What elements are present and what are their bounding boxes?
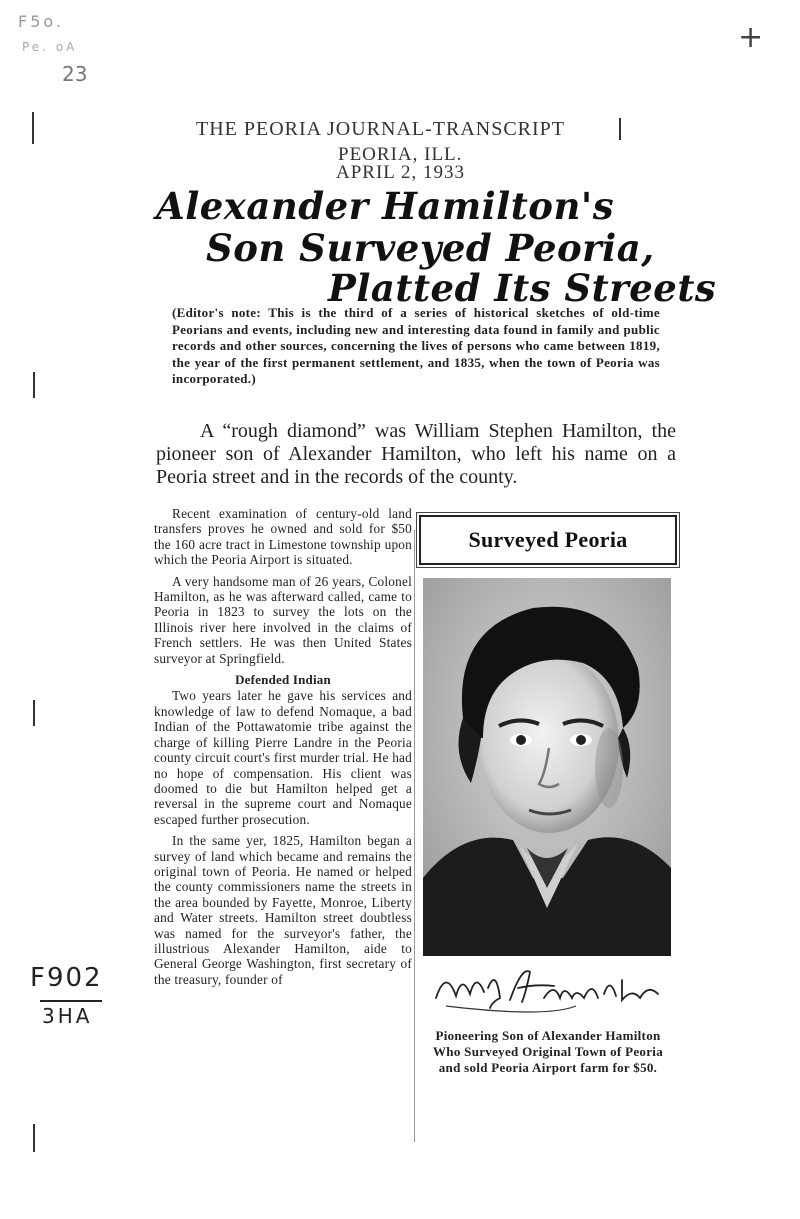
- filing-code-underline: [40, 1000, 102, 1002]
- headline-line-3: Platted Its Streets: [328, 266, 717, 310]
- newspaper-name: THE PEORIA JOURNAL-TRANSCRIPT: [196, 118, 566, 140]
- sidebar-title: Surveyed Peoria: [468, 527, 628, 552]
- signature-image: [426, 958, 670, 1022]
- scan-tick-mark: [33, 700, 35, 726]
- scan-tick-mark: [33, 372, 35, 398]
- article-body-column: [154, 506, 412, 993]
- margin-plus-mark: +: [738, 20, 764, 55]
- margin-note-page-number: 23: [62, 62, 88, 86]
- sidebar-title-box: [419, 515, 677, 565]
- body-paragraph: Two years later he gave his services and knowledge of law to defend Nomaque, a bad Indian of the Pottawatomie tribe against the charge of killing Pierre Landre in the Peoria county circuit court's first murder trial. He had no hope of compensation. His client was doomed to die but Hamilton helped get a reversal in the supreme court and Nomaque escaped further prosecution.: [154, 688, 412, 827]
- body-paragraph: Recent examination of century-old land transfers proves he owned and sold for $50 the 160 acre tract in Limestone township upon which the Peoria Airport is situated.: [154, 506, 412, 568]
- body-paragraph: In the same yer, 1825, Hamilton began a survey of land which became and remains the original town of Peoria. He named or helped the county commissioners name the streets in the area bounded by Fayette, Monroe, Liberty and Water streets. Hamilton street doubtless was named for the surveyor's father, the illustrious Alexander Hamilton, aide to General George Washington, first secretary of the treasury, founder of: [154, 833, 412, 987]
- subheading: Defended Indian: [235, 672, 331, 688]
- filing-sub-code: 3HA: [42, 1004, 93, 1028]
- scan-tick-mark: [33, 1124, 35, 1152]
- masthead-cut-line: [619, 118, 621, 140]
- headline-line-2: Son Surveyed Peoria,: [206, 226, 655, 270]
- portrait-photo: [423, 578, 671, 956]
- body-paragraph: A very handsome man of 26 years, Colonel Hamilton, as he was afterward called, came to Peoria in 1823 to survey the lots on the Illinois river here involved in the claims of French settlers. He was then United States surveyor at Springfield.: [154, 573, 412, 666]
- margin-note-top-left-2: Pe. oA: [22, 40, 78, 54]
- scan-tick-mark: [32, 112, 34, 144]
- dateline-city: PEORIA, ILL.: [338, 144, 463, 165]
- lead-paragraph: A “rough diamond” was William Stephen Hamilton, the pioneer son of Alexander Hamilton, who left his name on a Peoria street and in the records of the county.: [156, 420, 676, 488]
- dateline-date: APRIL 2, 1933: [336, 162, 465, 183]
- filing-code: F902: [30, 963, 103, 993]
- margin-note-top-left: F5o.: [18, 12, 64, 31]
- photo-caption: Pioneering Son of Alexander Hamilton Who Surveyed Original Town of Peoria and sold Peoria Airport farm for $50.: [432, 1028, 663, 1075]
- headline-line-1: Alexander Hamilton's: [156, 184, 615, 228]
- column-divider: [414, 530, 415, 1142]
- editors-note: (Editor's note: This is the third of a series of historical sketches of old-time Peorians and events, including new and interesting data found in family and public records and other sources, concerning the lives of persons who came between 1819, the year of the first permanent settlement, and 1835, when the town of Peoria was incorporated.): [172, 305, 660, 386]
